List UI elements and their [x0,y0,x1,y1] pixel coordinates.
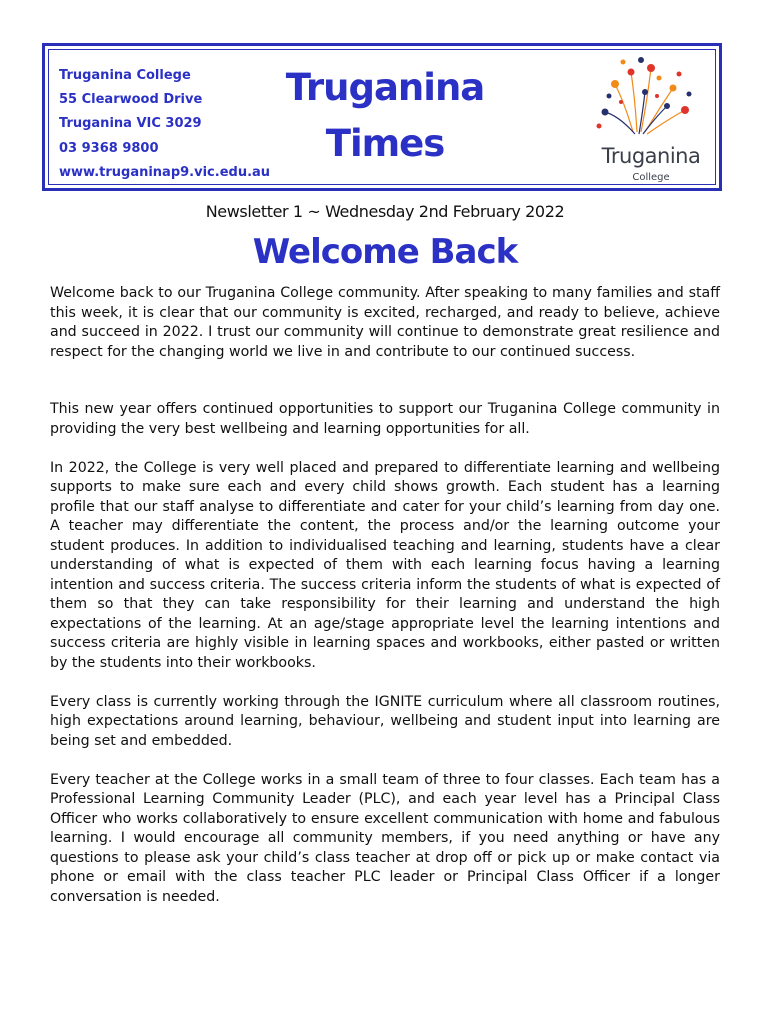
paragraph-2: This new year offers continued opportunities to support our Truganina College community in providing the very best wellbeing and learning opportunities for all. [50,401,720,437]
paragraph-5: Every teacher at the College works in a small team of three to four classes. Each team has a Professional Learning Community Leader (PLC), and each year level has a Principal Class Officer who works collaboratively to ensure excellent communication with home and fabulous learning. I would encourage all community members, if you need anything or have any questions to please ask your child’s class teacher at drop off or pick up or make contact via phone or email with the class teacher PLC leader or Principal Class Officer if a longer conversation is needed. [50,771,720,905]
paragraph-1: Welcome back to our Truganina College community. After speaking to many families and staff this week, it is clear that our community is excited, recharged, and ready to believe, achieve and succeed in 2022. I trust our community will continue to demonstrate great resilience and respect for the changing world we live in and contribute to our continued success. [50,285,720,360]
school-name: Truganina College [59,68,191,83]
website-url[interactable]: www.truganinap9.vic.edu.au [59,164,271,180]
logo-burst-icon [585,54,717,150]
issue-line: Newsletter 1 ~ Wednesday 2nd February 2022 [205,202,565,221]
street-address: 55 Clearwood Drive [59,92,203,108]
logo-subtext: College [632,172,670,183]
masthead-line2: Times [325,122,445,165]
suburb-state: Truganina VIC 3029 [59,116,202,132]
school-address-block [59,64,270,185]
masthead-line1: Truganina [285,66,485,109]
college-logo [585,54,717,182]
phone-number: 03 9368 9800 [59,140,159,156]
headline: Welcome Back [252,232,518,272]
paragraph-4: Every class is currently working through the IGNITE curriculum where all classroom routines, high expectations around learning, behaviour, wellbeing and student input into learning are being set and embedded. [50,693,720,749]
paragraph-3: In 2022, the College is very well placed and prepared to differentiate learning and wellbeing supports to make sure each and every child shows growth. Each student has a learning profile that our staff analyse to differentiate and cater for your child’s learning from day one. A teacher may differentiate the content, the process and/or the learning outcome your student produces. In addition to individualised teaching and learning, students have a clear understanding of what is expected of them with each learning focus having a learning intention and success criteria. The success criteria inform the students of what is expected of them so that they can take responsibility for their learning and understand the high expectations of the learning. At an age/stage appropriate level the learning intentions and success criteria are highly visible in learning spaces and workbooks, either pasted or written by the students into their workbooks. [50,459,720,671]
article-body [50,284,720,927]
newsletter-header [42,43,722,191]
masthead-title [285,60,485,172]
logo-wordmark: Truganina [601,144,701,168]
